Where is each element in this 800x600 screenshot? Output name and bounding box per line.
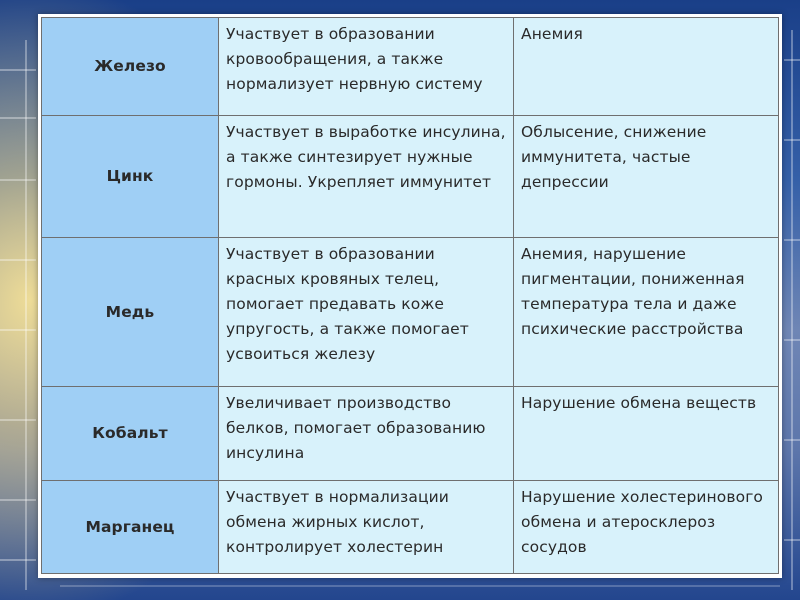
- table-row: [42, 116, 779, 238]
- element-role-cell: Участвует в образовании кровообращения, а также нормализует нервную систему: [219, 18, 514, 116]
- element-role-cell: Участвует в выработке инсулина, а также синтезирует нужные гормоны. Укрепляет иммунитет: [219, 116, 514, 238]
- microelements-table: [41, 17, 779, 574]
- deficiency-symptoms-cell: Анемия: [514, 18, 779, 116]
- element-role-cell: Участвует в образовании красных кровяных телец, помогает предавать коже упругость, а также помогает усвоиться железу: [219, 238, 514, 387]
- element-name-cell: Цинк: [42, 116, 219, 238]
- element-name-cell: Железо: [42, 18, 219, 116]
- deficiency-symptoms-cell: Облысение, снижение иммунитета, частые депрессии: [514, 116, 779, 238]
- element-role-cell: Участвует в нормализации обмена жирных кислот, контролирует холестерин: [219, 481, 514, 574]
- table-body: [42, 18, 779, 574]
- deficiency-symptoms-cell: Нарушение обмена веществ: [514, 387, 779, 481]
- table-frame: [38, 14, 782, 578]
- deficiency-symptoms-cell: Нарушение холестеринового обмена и атеросклероз сосудов: [514, 481, 779, 574]
- table-row: [42, 387, 779, 481]
- element-name-cell: Медь: [42, 238, 219, 387]
- element-name-cell: Марганец: [42, 481, 219, 574]
- element-name-cell: Кобальт: [42, 387, 219, 481]
- table-row: [42, 238, 779, 387]
- element-role-cell: Увеличивает производство белков, помогает образованию инсулина: [219, 387, 514, 481]
- table-row: [42, 481, 779, 574]
- deficiency-symptoms-cell: Анемия, нарушение пигментации, пониженная температура тела и даже психические расстройства: [514, 238, 779, 387]
- table-row: [42, 18, 779, 116]
